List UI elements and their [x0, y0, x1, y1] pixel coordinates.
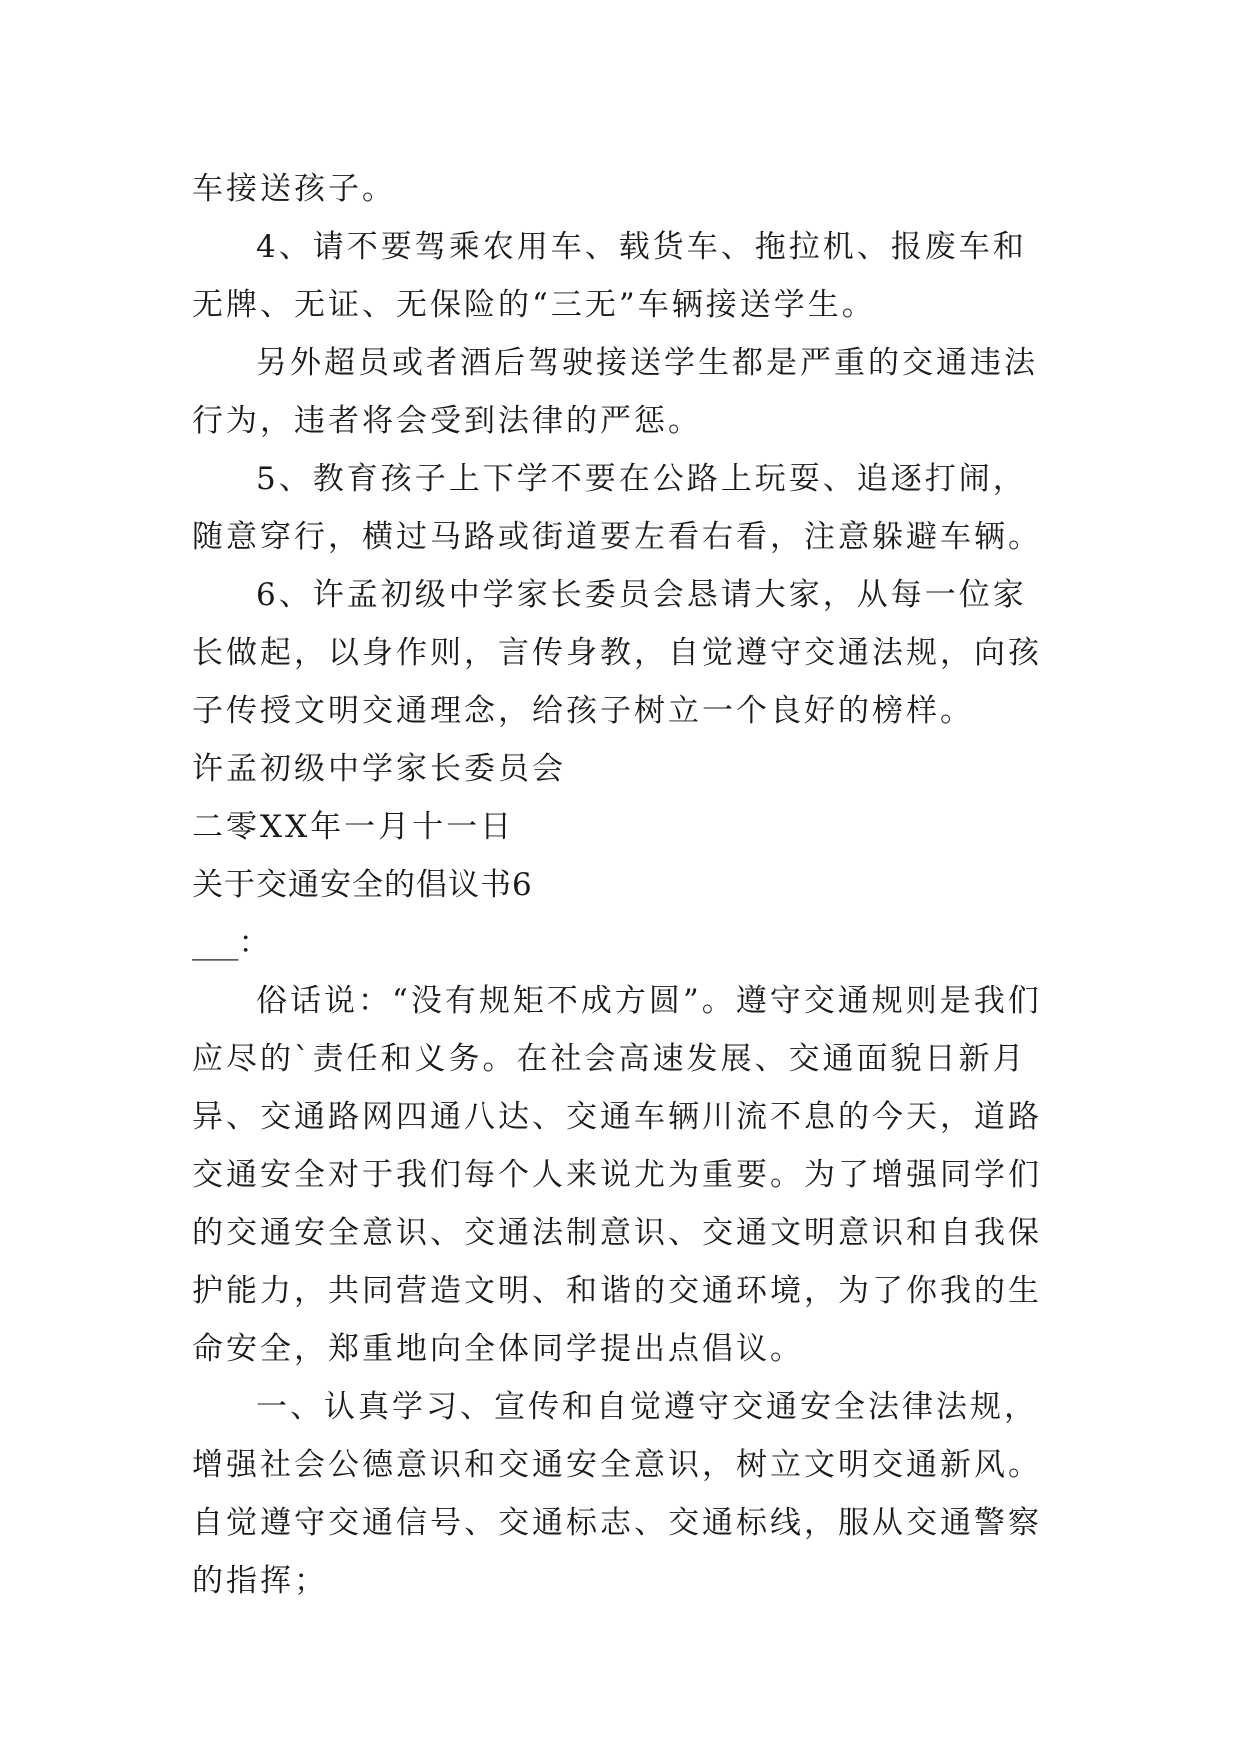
document-body [192, 160, 1052, 1610]
paragraph-item-6: 6、许孟初级中学家长委员会恳请大家，从每一位家长做起，以身作则，言传身教，自觉遵守交通法规，向孩子传授文明交通理念，给孩子树立一个良好的榜样。 [192, 577, 1042, 729]
signature-date: 二零XX年一月十一日 [192, 809, 515, 845]
salutation: ___： [192, 925, 270, 961]
paragraph-proposal-1: 一、认真学习、宣传和自觉遵守交通安全法律法规，增强社会公德意识和交通安全意识，树立文明交通新风。自觉遵守交通信号、交通标志、交通标线，服从交通警察的指挥； [192, 1389, 1042, 1599]
paragraph-intro: 俗话说：“没有规矩不成方圆”。遵守交通规则是我们应尽的`责任和义务。在社会高速发展、交通面貌日新月异、交通路网四通八达、交通车辆川流不息的今天，道路交通安全对于我们每个人来说尤为重要。为了增强同学们的交通安全意识、交通法制意识、交通文明意识和自我保护能力，共同营造文明、和谐的交通环境，为了你我的生命安全，郑重地向全体同学提出点倡议。 [192, 983, 1042, 1367]
signature-organization: 许孟初级中学家长委员会 [192, 751, 566, 787]
section-title: 关于交通安全的倡议书6 [192, 867, 533, 903]
paragraph-continuation: 车接送孩子。 [192, 171, 396, 207]
paragraph-item-4: 4、请不要驾乘农用车、载货车、拖拉机、报废车和无牌、无证、无保险的“三无”车辆接送学生。 [192, 229, 1027, 323]
paragraph-item-5: 5、教育孩子上下学不要在公路上玩耍、追逐打闹，随意穿行，横过马路或街道要左看右看，注意躲避车辆。 [192, 461, 1042, 555]
paragraph-overload-note: 另外超员或者酒后驾驶接送学生都是严重的交通违法行为，违者将会受到法律的严惩。 [192, 345, 1038, 439]
